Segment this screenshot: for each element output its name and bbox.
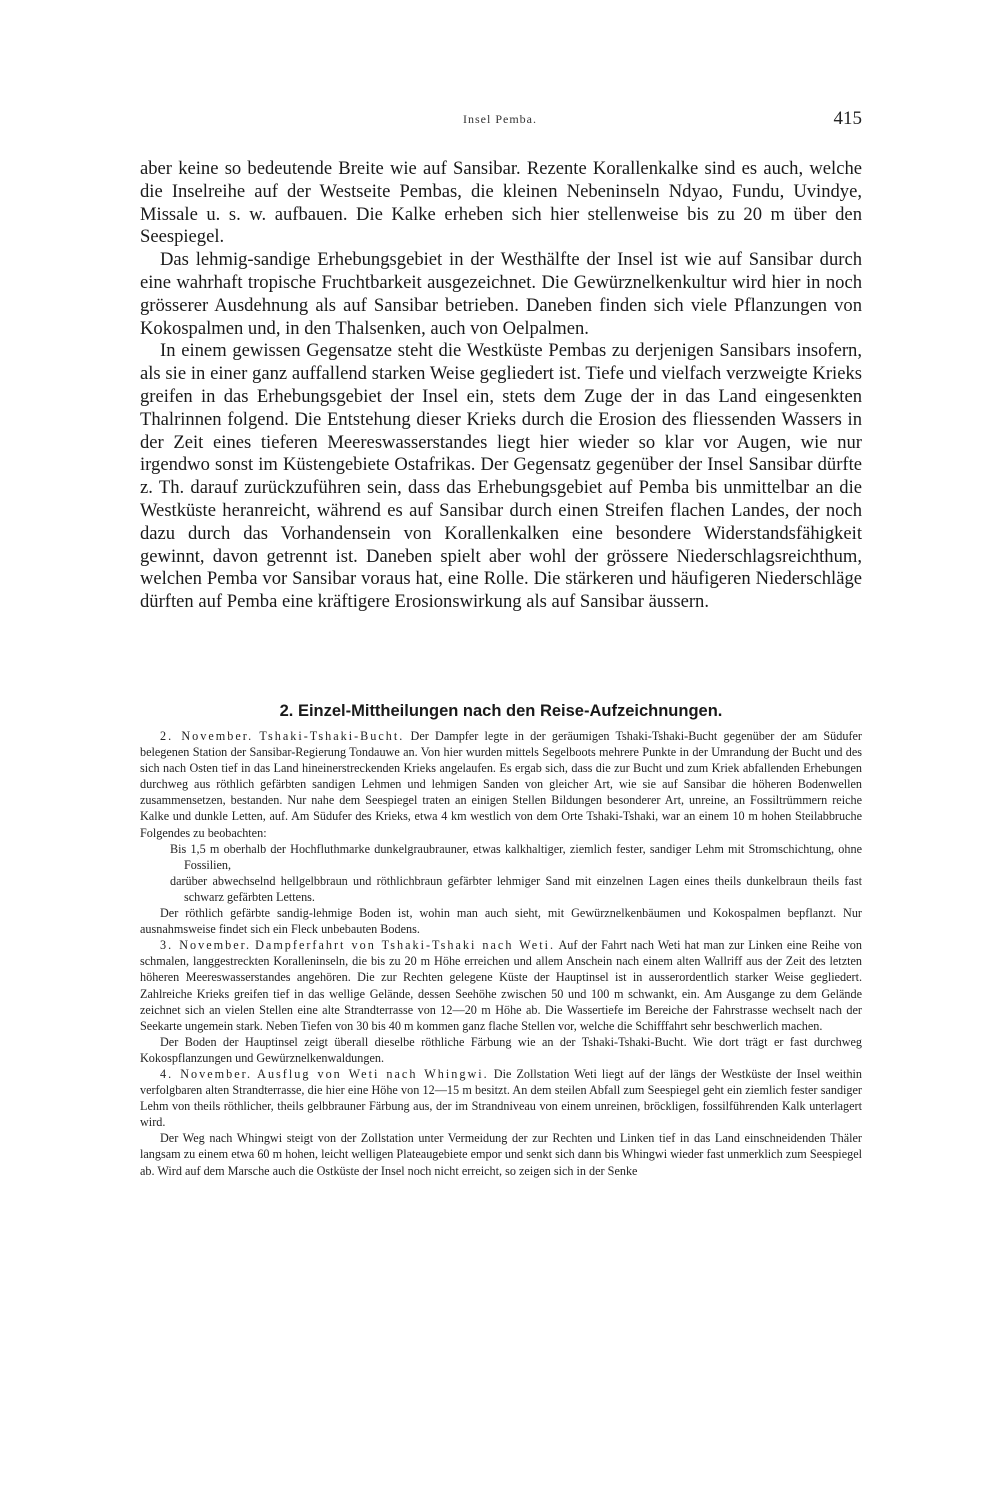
paragraph-west-coast: In einem gewissen Gegensatze steht die Westküste Pembas zu derjenigen Sansibars insofern, als sie in einer ganz auffallend starken Weise gegliedert ist. Tiefe und vielfach verzweigte Krieks greifen in das Erhebungsgebiet der Insel ein, stets dem Zuge der in das Land eingesenkten Thalrinnen folgend. Die Entstehung dieser Krieks durch die Erosion des fliessenden Wassers in der Zeit eines tieferen Meereswasserstandes liegt hier wieder so klar vor Augen, wie nur irgendwo sonst im Küstengebiete Ostafrikas. Der Gegensatz gegenüber der Insel Sansibar dürfte z. Th. darauf zurückzuführen sein, dass das Erhebungsgebiet auf Pemba bis unmittelbar an die Westküste heranreicht, während es auf Sansibar durch einen Streifen flachen Landes, der noch dazu durch das Vorhandensein von Korallenkalken eine besondere Widerstandsfähigkeit gewinnt, davon getrennt ist. Daneben spielt aber wohl der grössere Niederschlagsreichthum, welchen Pemba vor Sansibar voraus hat, eine Rolle. Die stärkeren und häufigeren Niederschläge dürften auf Pemba eine kräftigere Erosionswirkung als auf Sansibar äussern. — [140, 340, 862, 613]
page-number: 415 — [833, 108, 862, 129]
paragraph-continuation: aber keine so bedeutende Breite wie auf Sansibar. Rezente Korallenkalke sind es auch, welche die Inselreihe auf der Westseite Pembas, die kleinen Nebeninseln Ndyao, Fundu, Uvindye, Missale u. s. w. aufbauen. Die Kalke erheben sich hier stellenweise bis zu 20 m über den Seespiegel. — [140, 158, 862, 248]
entry-date: 4. November. — [160, 1066, 253, 1081]
entry-date: 2. November. — [160, 729, 254, 743]
profile-layer-1: Bis 1,5 m oberhalb der Hochfluthmarke dunkelgraubrauner, etwas kalkhaltiger, ziemlich fester, sandiger Lehm mit Stromschichtung, ohne Fossilien, — [170, 841, 862, 872]
entry-text: Auf der Fahrt nach Weti hat man zur Linken eine Reihe von schmalen, langgestreckten Koralleninseln, die bis zu 20 m Höhe erreichen und allem Anschein nach einem alten Wallriff aus der Zeit des letzten höheren Meereswasserstandes angehören. Die zur Rechten gelegene Küste der Hauptinsel ist in ausserordentlich starker Weise gegliedert. Zahlreiche Krieks greifen tief in das wellige Gelände, dessen Seehöhe zwischen 50 und 100 m schwankt, ein. Am Ausgange zu dem Gelände zeichnet sich an vielen Stellen eine alte Strandterrasse von 12—20 m Höhe ab. Die Wassertiefe im Bereiche der Fahrstrasse wechselt nach der Seekarte ungemein stark. Neben Tiefen von 30 bis 40 m kommen ganz flache Stellen vor, welche die Schifffahrt sehr beschwerlich machen. — [140, 938, 862, 1033]
section-heading: 2. Einzel-Mittheilungen nach den Reise-Aufzeichnungen. — [279, 702, 723, 720]
entry-nov-4 — [140, 1066, 862, 1130]
entry-place: Ausflug von Weti nach Whingwi. — [257, 1066, 489, 1081]
entry-nov-2 — [140, 728, 862, 841]
entry-text: Die Zollstation Weti liegt auf der längs der Westküste der Insel weithin verfolgbaren alten Strandterrasse, die hier eine Höhe von 12—15 m besitzt. An dem steilen Abfall zum Seespiegel geht ein ziemlich fester sandiger Lehm von theils röthlicher, theils gelbbrauner Färbung aus, der im Strandniveau von einem unreinen, bröckligen, fossilführenden Kalk unterlagert wird. — [140, 1066, 863, 1130]
paragraph-soil-fertility: Das lehmig-sandige Erhebungsgebiet in der Westhälfte der Insel ist wie auf Sansibar durch eine wahrhaft tropische Fruchtbarkeit ausgezeichnet. Die Gewürznelkenkultur wird hier in noch grösserer Ausdehnung als auf Sansibar betrieben. Daneben finden sich viele Pflanzungen von Kokospalmen und, in den Thalsenken, auch von Oelpalmen. — [140, 249, 862, 339]
running-title: Insel Pemba. — [463, 112, 537, 126]
entry-nov-3-continued: Der Boden der Hauptinsel zeigt überall dieselbe röthliche Färbung wie an der Tshaki-Tshaki-Bucht. Wie dort trägt er fast durchweg Kokospflanzungen und Gewürznelkenwaldungen. — [140, 1034, 862, 1065]
entry-nov-4-continued: Der Weg nach Whingwi steigt von der Zollstation unter Vermeidung der zur Rechten und Linken tief in das Land einschneidenden Thäler langsam zu einem etwa 60 m hohen, leicht welligen Plateaugebiete empor und senkt sich dann bis Whingwi wieder fast unmerklich zum Seespiegel ab. Wird auf dem Marsche auch die Ostküste der Insel noch nicht erreicht, so zeigen sich in der Senke — [140, 1131, 862, 1178]
profile-layer-2: darüber abwechselnd hellgelbbraun und röthlichbraun gefärbter lehmiger Sand mit einzelnen Lagen eines theils dunkelbraun theils fast schwarz gefärbten Lettens. — [170, 873, 862, 904]
entry-nov-3 — [140, 937, 862, 1034]
main-text — [140, 158, 862, 614]
entry-text: Der Dampfer legte in der geräumigen Tshaki-Tshaki-Bucht gegenüber der am Südufer belegenen Station der Sansibar-Regierung Tondauwe an. Von hier wurden mittels Segelboots mehrere Punkte in der Umrandung der Bucht und des sich nach Osten tief in das Land hineinerstreckenden Krieks angelaufen. Es ergab sich, dass die zur Bucht und zum Kriek abfallenden Erhebungen durchweg aus röthlich gefärbten sandigen Lehmen und lehmigen Sanden von gleicher Art, wie sie auf Sansibar die höheren Bodenwellen zusammensetzen, bestanden. Nur nahe dem Seespiegel traten an einigen Stellen Bildungen besonderer Art, unreine, an Fossiltrümmern reiche Kalke und dunkle Letten, auf. Am Südufer des Krieks, etwa 4 km westlich von dem Orte Tshaki-Tshaki, war an einem 10 m hohen Steilabbruche Folgendes zu beobachten: — [140, 729, 862, 840]
travel-notes — [140, 728, 862, 1179]
page-header — [0, 108, 1000, 138]
entry-date: 3. November. — [160, 938, 252, 953]
entry-place: Tshaki-Tshaki-Bucht. — [259, 729, 405, 743]
entry-nov-2-continued: Der röthlich gefärbte sandig-lehmige Boden ist, wohin man auch sieht, mit Gewürznelkenbäumen und Kokospalmen bepflanzt. Nur ausnahmsweise findet sich ein Fleck unbebauten Bodens. — [140, 906, 862, 937]
entry-place: Dampferfahrt von Tshaki-Tshaki nach Weti. — [255, 938, 556, 953]
